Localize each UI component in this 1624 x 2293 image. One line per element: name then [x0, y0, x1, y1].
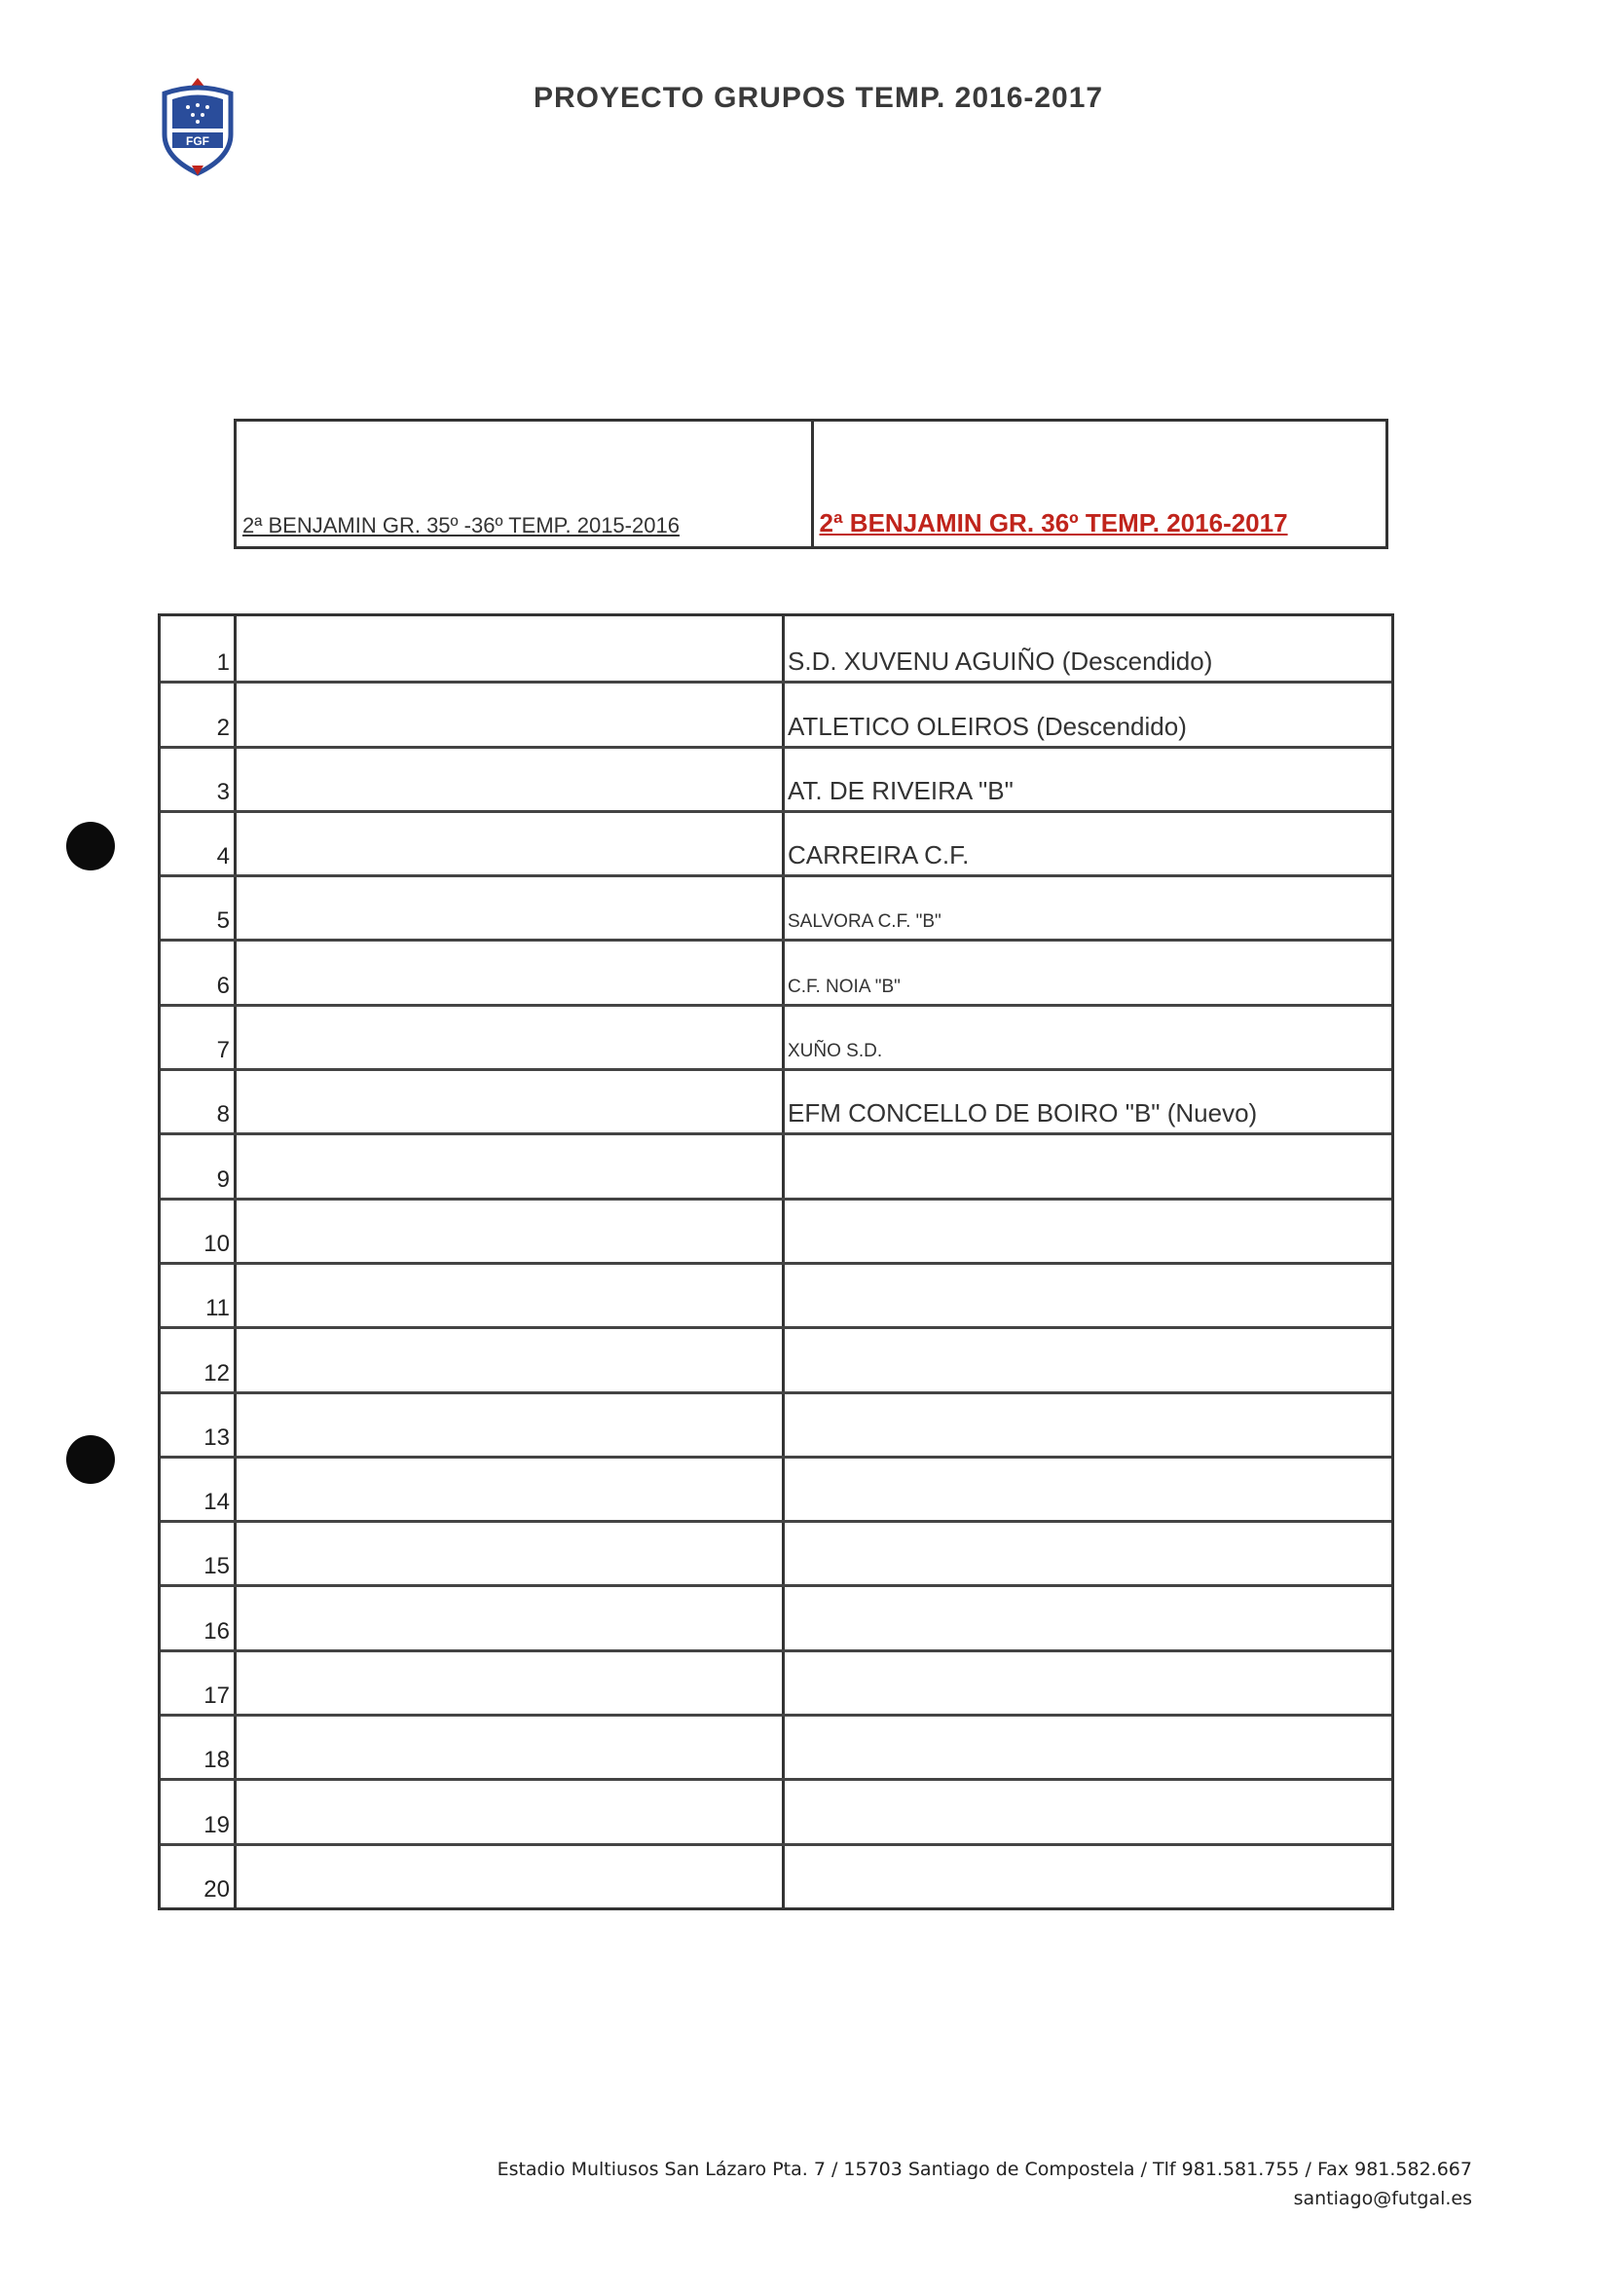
previous-season-cell — [237, 616, 785, 681]
previous-season-cell — [237, 1135, 785, 1197]
table-row — [161, 1843, 1391, 1907]
page-title: PROYECTO GRUPOS TEMP. 2016-2017 — [534, 82, 1104, 114]
previous-season-cell — [237, 942, 785, 1003]
team-cell — [785, 1652, 1391, 1714]
team-cell — [785, 1587, 1391, 1648]
footer-address: Estadio Multiusos San Lázaro Pta. 7 / 15703 Santiago de Compostela / Tlf 981.581.755 / Fax 981.582.667 — [497, 2159, 1472, 2180]
table-row — [161, 1198, 1391, 1262]
previous-season-cell — [237, 813, 785, 874]
previous-season-cell — [237, 1394, 785, 1456]
row-number: 15 — [161, 1523, 237, 1584]
row-number: 7 — [161, 1007, 237, 1068]
row-number: 1 — [161, 616, 237, 681]
punch-hole-bottom — [66, 1435, 115, 1484]
previous-season-cell — [237, 1265, 785, 1326]
table-row — [161, 1068, 1391, 1132]
previous-season-cell — [237, 1459, 785, 1520]
table-row — [161, 939, 1391, 1003]
team-cell: CARREIRA C.F. — [788, 840, 970, 870]
table-row — [161, 1132, 1391, 1197]
previous-season-cell — [237, 1846, 785, 1907]
team-cell — [785, 1394, 1391, 1456]
table-row — [161, 1520, 1391, 1584]
table-row — [161, 1778, 1391, 1842]
team-cell — [785, 1846, 1391, 1907]
team-cell — [785, 1201, 1391, 1262]
group-table — [158, 613, 1394, 1910]
team-cell — [785, 1265, 1391, 1326]
row-number: 16 — [161, 1587, 237, 1648]
team-cell — [785, 1135, 1391, 1197]
table-row — [161, 1004, 1391, 1068]
team-cell — [785, 1329, 1391, 1390]
fgf-logo — [159, 76, 237, 177]
row-number: 5 — [161, 877, 237, 939]
current-season-label: 2ª BENJAMIN GR. 36º TEMP. 2016-2017 — [819, 508, 1288, 537]
footer-email: santiago@futgal.es — [1293, 2188, 1472, 2210]
table-row — [161, 810, 1391, 874]
table-row — [161, 1584, 1391, 1648]
team-cell — [785, 1523, 1391, 1584]
table-row — [161, 681, 1391, 745]
previous-season-cell — [237, 1329, 785, 1390]
team-cell — [785, 1717, 1391, 1778]
row-number: 19 — [161, 1781, 237, 1842]
team-cell: ATLETICO OLEIROS (Descendido) — [788, 711, 1187, 741]
previous-season-cell — [237, 749, 785, 810]
previous-season-cell — [237, 1587, 785, 1648]
current-season-header — [811, 422, 1386, 546]
punch-hole-top — [66, 822, 115, 870]
previous-season-cell — [237, 1717, 785, 1778]
team-cell: SALVORA C.F. "B" — [788, 911, 941, 933]
previous-season-label: 2ª BENJAMIN GR. 35º -36º TEMP. 2015-2016 — [242, 513, 680, 537]
table-row — [161, 1456, 1391, 1520]
previous-season-header — [237, 422, 809, 546]
table-row — [161, 874, 1391, 939]
team-cell — [785, 1459, 1391, 1520]
team-cell: S.D. XUVENU AGUIÑO (Descendido) — [788, 647, 1213, 677]
table-row — [161, 1326, 1391, 1390]
team-cell — [785, 1781, 1391, 1842]
table-row — [161, 616, 1391, 681]
row-number: 3 — [161, 749, 237, 810]
previous-season-cell — [237, 1652, 785, 1714]
logo-text: FGF — [186, 134, 209, 148]
row-number: 13 — [161, 1394, 237, 1456]
table-row — [161, 1262, 1391, 1326]
team-cell: AT. DE RIVEIRA "B" — [788, 775, 1014, 805]
row-number: 11 — [161, 1265, 237, 1326]
row-number: 12 — [161, 1329, 237, 1390]
column-header-table — [234, 419, 1388, 549]
team-cell: EFM CONCELLO DE BOIRO "B" (Nuevo) — [788, 1098, 1258, 1128]
row-number: 10 — [161, 1201, 237, 1262]
row-number: 2 — [161, 684, 237, 745]
previous-season-cell — [237, 1523, 785, 1584]
row-number: 4 — [161, 813, 237, 874]
team-cell: C.F. NOIA "B" — [788, 976, 901, 997]
table-row — [161, 1391, 1391, 1456]
table-row — [161, 746, 1391, 810]
row-number: 8 — [161, 1071, 237, 1132]
previous-season-cell — [237, 877, 785, 939]
previous-season-cell — [237, 1007, 785, 1068]
team-cell: XUÑO S.D. — [788, 1041, 883, 1062]
table-row — [161, 1649, 1391, 1714]
row-number: 6 — [161, 942, 237, 1003]
previous-season-cell — [237, 1201, 785, 1262]
row-number: 9 — [161, 1135, 237, 1197]
row-number: 14 — [161, 1459, 237, 1520]
row-number: 17 — [161, 1652, 237, 1714]
row-number: 18 — [161, 1717, 237, 1778]
row-number: 20 — [161, 1846, 237, 1907]
previous-season-cell — [237, 1071, 785, 1132]
previous-season-cell — [237, 684, 785, 745]
footer — [498, 2155, 1472, 2214]
table-row — [161, 1714, 1391, 1778]
previous-season-cell — [237, 1781, 785, 1842]
